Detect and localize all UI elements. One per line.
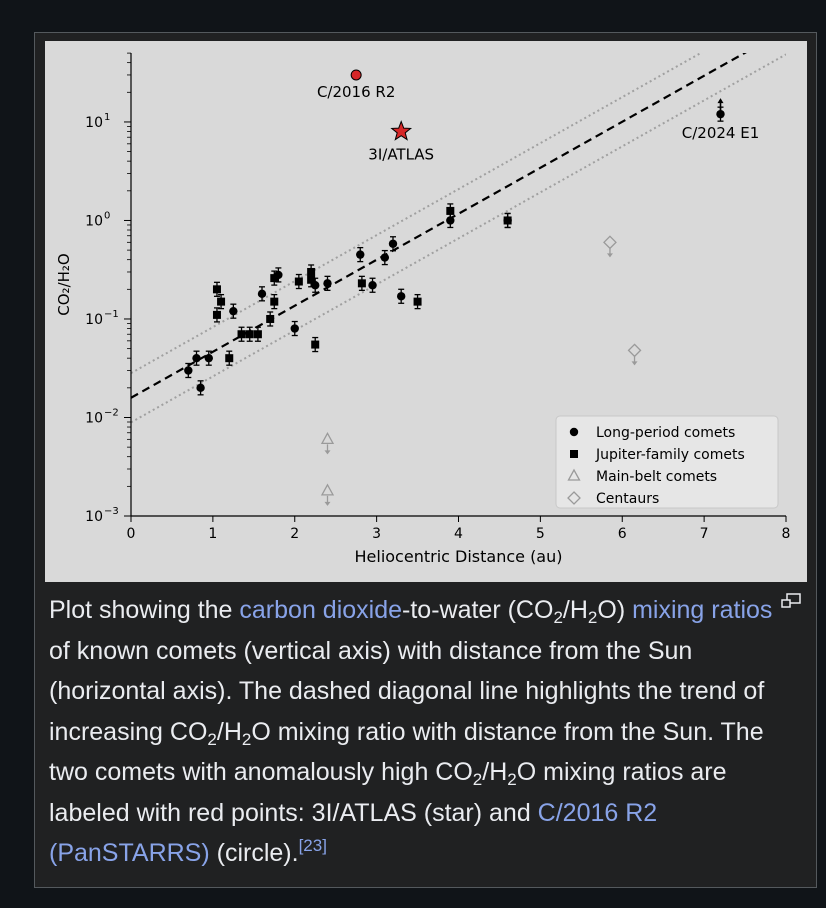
data-point <box>389 240 397 248</box>
annotation-label: C/2024 E1 <box>681 124 760 143</box>
data-point <box>351 70 361 80</box>
x-tick-label: 4 <box>454 526 463 542</box>
caption-text: O mixing ratio with distance from the Sun. The two comets with anomalously high CO <box>49 717 764 786</box>
y-tick-exponent: 0 <box>104 210 111 222</box>
caption-text: of known comets (vertical axis) with distance from the Sun (horizontal axis). The dashed diagonal line highlights the trend of increasing CO <box>49 636 765 746</box>
link-carbon-dioxide[interactable]: carbon dioxide <box>239 596 403 624</box>
data-point <box>504 216 512 224</box>
data-point <box>196 384 204 392</box>
caption-text: /H <box>562 596 588 624</box>
data-point <box>205 354 213 362</box>
data-point <box>368 281 376 289</box>
data-point <box>414 298 422 306</box>
data-point <box>213 311 221 319</box>
chart-image[interactable] <box>45 41 807 582</box>
y-tick-exponent: 1 <box>104 111 111 123</box>
y-tick-label: 10 <box>85 410 103 427</box>
x-tick-label: 7 <box>699 526 709 542</box>
subscript: 2 <box>241 729 252 749</box>
legend-label: Centaurs <box>596 491 660 507</box>
series-c-2016-r2 <box>351 70 361 80</box>
data-point <box>213 285 221 293</box>
annotation-label: C/2016 R2 <box>316 82 396 101</box>
data-point <box>192 354 200 362</box>
legend-marker <box>570 450 578 458</box>
chart <box>45 41 807 582</box>
y-tick-label: 10 <box>85 509 103 525</box>
x-tick-label: 0 <box>126 526 136 542</box>
figure <box>34 32 817 888</box>
data-point <box>254 330 262 338</box>
x-tick-label: 3 <box>372 526 382 542</box>
subscript: 2 <box>507 770 517 789</box>
subscript: 2 <box>587 608 598 627</box>
legend-entry <box>570 447 745 463</box>
x-axis-label: Heliocentric Distance (au) <box>354 547 563 566</box>
reference-link[interactable]: [23] <box>298 836 327 855</box>
caption-text: O mixing ratios are labeled with red points: 3I/ATLAS (star) and <box>49 758 727 827</box>
caption-text: Plot showing the <box>49 596 240 624</box>
link-mixing-ratios[interactable]: mixing ratios <box>632 596 773 624</box>
data-point <box>446 207 454 215</box>
legend-label: Main-belt comets <box>596 469 718 485</box>
data-point <box>323 279 331 287</box>
caption-text: /H <box>216 717 242 746</box>
x-tick-label: 6 <box>617 526 627 542</box>
data-point <box>238 330 246 338</box>
data-point <box>291 324 299 332</box>
y-axis-label: CO₂/H₂O <box>55 253 73 316</box>
link-c2016-r2-panstarrs[interactable]: C/2016 R2 (PanSTARRS) <box>49 798 658 867</box>
y-tick-exponent: −3 <box>104 506 119 517</box>
data-point <box>229 307 237 315</box>
data-point <box>358 279 366 287</box>
data-point <box>270 274 278 282</box>
x-tick-label: 8 <box>781 526 791 542</box>
data-point <box>225 354 233 362</box>
y-tick-exponent: −2 <box>104 407 119 419</box>
data-point <box>381 253 389 261</box>
data-point <box>307 276 315 284</box>
data-point <box>270 298 278 306</box>
data-point <box>184 366 192 374</box>
y-tick-label: 10 <box>85 213 103 230</box>
x-tick-label: 2 <box>290 526 300 542</box>
caption-text: (circle). <box>209 839 299 867</box>
x-tick-label: 5 <box>535 526 545 542</box>
x-tick-label: 1 <box>208 526 218 542</box>
data-point <box>258 290 266 298</box>
data-point <box>217 298 225 306</box>
y-tick-exponent: −1 <box>104 308 119 320</box>
data-point <box>397 292 405 300</box>
data-point <box>266 315 274 323</box>
subscript: 2 <box>207 729 217 749</box>
subscript: 2 <box>472 770 483 789</box>
legend-label: Long-period comets <box>596 425 736 441</box>
data-point <box>311 341 319 349</box>
legend-marker <box>570 428 578 436</box>
figure-caption <box>49 590 794 874</box>
legend-label: Jupiter-family comets <box>596 447 745 463</box>
annotation-label: 3I/ATLAS <box>368 145 435 164</box>
y-tick-label: 10 <box>85 311 103 328</box>
data-point <box>356 250 364 258</box>
caption-text: -to-water (CO <box>402 596 554 624</box>
data-point <box>295 278 303 286</box>
subscript: 2 <box>553 608 563 627</box>
caption-text: /H <box>482 758 508 786</box>
y-tick-label: 10 <box>85 114 103 131</box>
caption-text: O) <box>597 596 633 624</box>
data-point <box>246 330 254 338</box>
